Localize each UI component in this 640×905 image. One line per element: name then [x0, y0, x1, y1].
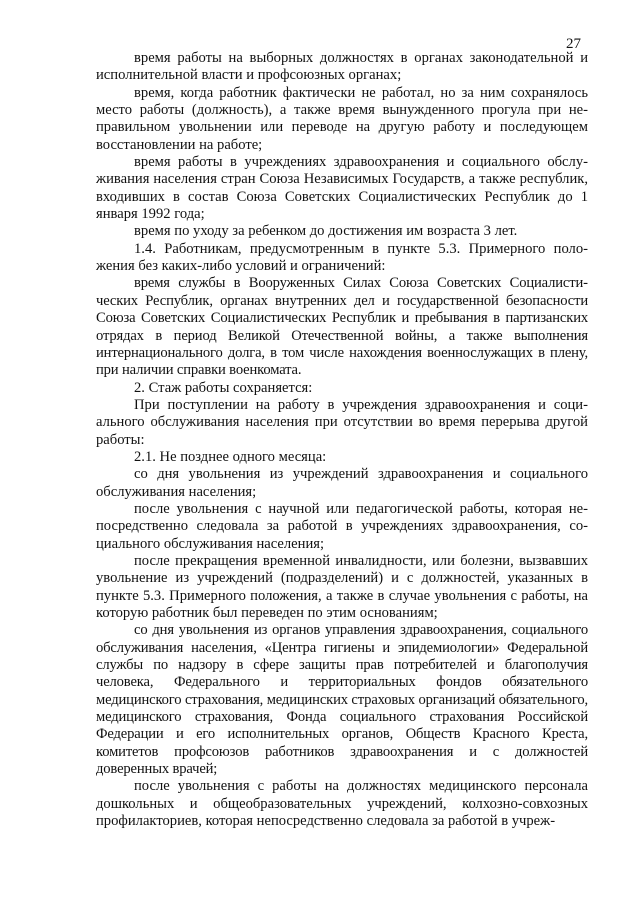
paragraph-2: время, когда работник фактически не работал, но за ним сохранялось место работы (должность), а также время вынужденного прогула при неправильном увольнении или переводе на другую работу и последующем восстановлении на работе; [96, 84, 588, 153]
paragraph-10: со дня увольнения из учреждений здравоохранения и социального обслуживания населения; [96, 466, 588, 500]
paragraph-12: после прекращения временной инвалидности, или болезни, вызвавших увольнение из учреждений (подразделений) и с должностей, указанных в пункте 5.3. Примерного положения, а также в случае увольнения с работы, на которую работник был переведен по этим основаниям; [96, 552, 588, 621]
paragraph-9: 2.1. Не позднее одного месяца: [134, 448, 327, 465]
page-number: 27 [566, 36, 581, 52]
paragraph-11: после увольнения с научной или педагогической работы, которая непосредственно следовала за работой в учреждениях здравоохранения, социального обслуживания населения; [96, 500, 588, 552]
paragraph-7: 2. Стаж работы сохраняется: [134, 379, 313, 396]
paragraph-4: время по уходу за ребенком до достижения им возраста 3 лет. [134, 223, 518, 240]
paragraph-5: 1.4. Работникам, предусмотренным в пункте 5.3. Примерного положения без каких-либо условий и ограничений: [96, 240, 588, 275]
paragraph-8: При поступлении на работу в учреждения здравоохранения и социального обслуживания населения при отсутствии во время перерыва другой работы: [96, 396, 588, 448]
paragraph-3: время работы в учреждениях здравоохранения и социального обслуживания населения стран Союза Независимых Государств, а также республик, входивших в состав Союза Советских Социалистических Республик до 1 января 1992 года; [96, 154, 588, 223]
paragraph-1: время работы на выборных должностях в органах законодательной и исполнительной власти и профсоюзных органах; [96, 50, 588, 84]
paragraph-6: время службы в Вооруженных Силах Союза Советских Социалистических Республик, органах внутренних дел и государственной безопасности Союза Советских Социалистических Республик и пребывания в партизанских отрядах в период Великой Отечественной войны, а также выполнения интернационального долга, в том числе нахождения военнослужащих в плену, при наличии справки военкомата. [96, 275, 588, 379]
document-body [96, 50, 588, 830]
paragraph-14: после увольнения с работы на должностях медицинского персонала дошкольных и общеобразовательных учреждений, колхозно-совхозных профилакториев, которая непосредственно следовала за работой в учреж- [96, 778, 588, 830]
paragraph-13: со дня увольнения из органов управления здравоохранения, социального обслуживания населения, «Центра гигиены и эпидемиологии» Федеральной службы по надзору в сфере защиты прав потребителей и благополучия человека, Федерального и территориальных фондов обязательного медицинского страхования, медицинских страховых организаций обязательного, медицинского страхования, Фонда социального страхования Российской Федерации и его исполнительных органов, Обществ Красного Креста, комитетов профсоюзов работников здравоохранения и с должностей доверенных врачей; [96, 622, 588, 778]
